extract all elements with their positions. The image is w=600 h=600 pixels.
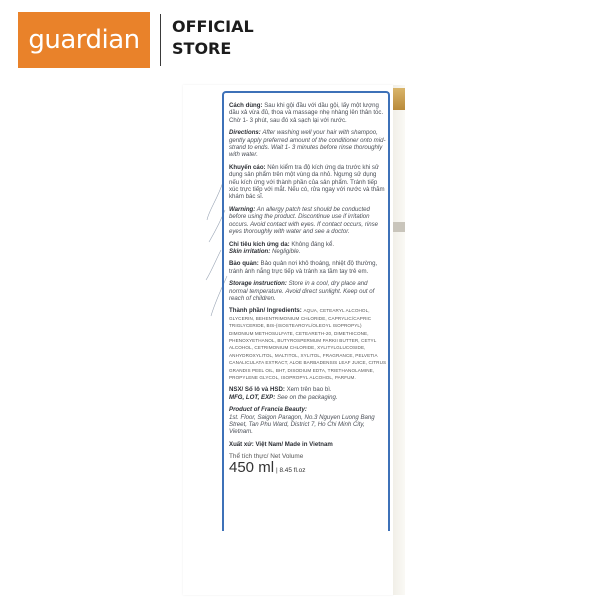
producer: [229, 406, 387, 436]
ingredients: [229, 307, 387, 381]
usage-en-label: Directions:: [229, 129, 261, 137]
storage-en-label: Storage instruction:: [229, 280, 287, 288]
net-volume: [229, 458, 387, 476]
guardian-logo: [18, 12, 150, 68]
producer-label: Product of Francia Beauty:: [229, 406, 307, 414]
storage-vi: [229, 260, 387, 275]
product-box-edge: [393, 85, 405, 595]
irritation-en-label: Skin irritation:: [229, 247, 271, 255]
irritation: [229, 241, 387, 256]
storage-vi-text: Bảo quản nơi khô thoáng, nhiệt độ thường, tránh ánh nắng trực tiếp và tránh xa tầm tay trẻ em.: [229, 260, 378, 275]
mfg-text: See on the packaging.: [276, 393, 338, 401]
usage-vi-label: Cách dùng:: [229, 102, 263, 109]
storage-en: [229, 280, 387, 302]
ingredients-label: Thành phần/ Ingredients:: [229, 307, 302, 315]
brand-header: [0, 0, 600, 80]
logo-text: guardian: [28, 25, 140, 55]
usage-en-text: After washing well your hair with shampoo, gently apply preferred amount of the conditioner onto mid- strand to ends. Wait 1- 3 minutes before rinse thoroughly with water.: [229, 129, 386, 159]
warning-en-label: Warning:: [229, 205, 256, 213]
nsx-text: Xem trên bao bì.: [286, 386, 332, 394]
header-divider: [160, 14, 161, 66]
ingredients-text: AQUA, CETEARYL ALCOHOL, GLYCERIN, BEHENTRIMONIUM CHLORIDE, CAPRYLIC/CAPRIC TRIGLYCERIDE, BIS-(ISOSTEAROYL/OLEOYL ISOPROPYL) DIMONIUM METHOSULFATE, CETEARETH-20, DIMETHICONE, PHENOXYETHANOL, BUTYROSPERMUM PARKII BUTTER, CETYL ALCOHOL, CETRIMONIUM CHLORIDE, XYLITYLGLUCOSIDE, ANHYDROXYLITOL, MALTITOL, XYLITOL, FRAGRANCE, PELVETIA CANALICULATA EXTRACT, ALOE BARBADENSIS LEAF JUICE, CITRUS GRANDIS PEEL OIL, BHT, DISODIUM EDTA, TRIETHANOLAMINE, PROPYLENE GLYCOL, ISOPROPYL ALCOHOL, PARFUM.: [229, 308, 387, 380]
mfg-label: MFG, LOT, EXP:: [229, 393, 276, 401]
origin-label: Xuất xứ:: [229, 440, 254, 448]
usage-en: [229, 129, 387, 159]
warning-vi-label: Khuyến cáo:: [229, 163, 266, 171]
nsx-label: NSX/ Số lô và HSD:: [229, 386, 285, 394]
net-volume-label: Thể tích thực/ Net Volume: [229, 453, 304, 461]
irritation-vi-text: Không đáng kể.: [291, 240, 335, 248]
batch-info: [229, 386, 387, 401]
origin: [229, 441, 387, 448]
official-line-2: STORE: [172, 39, 232, 58]
warning-vi: [229, 164, 387, 201]
warning-en: [229, 206, 387, 236]
usage-vi: [229, 102, 387, 124]
box-edge-grey-mark: [393, 222, 405, 232]
irritation-en-text: Negligible.: [272, 247, 301, 255]
official-line-1: OFFICIAL: [172, 17, 254, 36]
box-edge-gold-stripe: [393, 88, 405, 110]
irritation-vi-label: Chỉ tiêu kích ứng da:: [229, 240, 290, 248]
volume-floz: | 8.45 fl.oz: [276, 466, 306, 474]
producer-address: 1st. Floor, Saigon Paragon, No.3 Nguyen Luong Bang Street, Tan Phu Ward, District 7, Ho Chi Minh City, Vietnam.: [229, 413, 375, 436]
warning-vi-text: Nên kiểm tra độ kích ứng da trước khi sử dụng sản phẩm trên một vùng da nhỏ. Ngưng sử dụng nếu kích ứng với thành phần của sản phẩm. Tránh tiếp xúc trực tiếp với mắt. Nếu có, rửa ngay với nước và thăm khám bác sĩ.: [229, 163, 385, 201]
label-text-block: [229, 102, 387, 474]
usage-vi-text: Sau khi gội đầu với dầu gội, lấy một lượng dầu xả vừa đủ, thoa và massage nhẹ nhàng lên thân tóc. Chờ 1- 3 phút, sau đó xả sạch lại với nước.: [229, 102, 384, 124]
storage-en-text: Store in a cool, dry place and normal temperature. Avoid direct sunlight. Keep out of reach of children.: [229, 280, 375, 302]
volume-ml: 450 ml: [229, 458, 275, 476]
warning-en-text: An allergy patch test should be conducted before using the product. Discontinue use if irritation occurs. Avoid contact with eyes. If contact occurs, rinse eyes thoroughly with water and see a doctor.: [229, 205, 379, 236]
storage-vi-label: Bảo quản:: [229, 260, 259, 268]
origin-text: Việt Nam/ Made in Vietnam: [255, 440, 333, 448]
official-store-label: [172, 16, 254, 60]
